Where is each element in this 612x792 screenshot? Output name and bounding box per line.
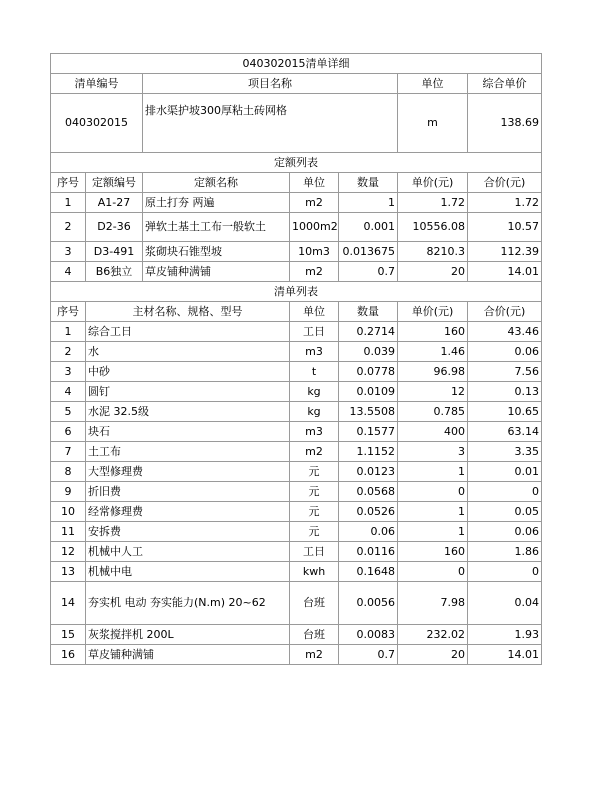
quota-price: 20 [398, 262, 468, 282]
material-no: 13 [51, 562, 86, 582]
material-total: 0.04 [468, 582, 542, 625]
material-price: 1.46 [398, 342, 468, 362]
material-unit: 台班 [290, 582, 339, 625]
material-name: 土工布 [86, 442, 290, 462]
col-bill-code: 清单编号 [51, 74, 143, 94]
materials-col-qty: 数量 [339, 302, 398, 322]
material-unit: t [290, 362, 339, 382]
material-name: 机械中电 [86, 562, 290, 582]
material-row [51, 482, 542, 502]
material-price: 160 [398, 322, 468, 342]
material-name: 圆钉 [86, 382, 290, 402]
material-price: 0 [398, 562, 468, 582]
quota-unit: 1000m2 [290, 213, 339, 242]
materials-col-price: 单价(元) [398, 302, 468, 322]
material-total: 43.46 [468, 322, 542, 342]
col-unit-price: 综合单价 [468, 74, 542, 94]
material-price: 160 [398, 542, 468, 562]
material-name: 中砂 [86, 362, 290, 382]
bill-price: 138.69 [468, 94, 542, 153]
material-qty: 0.1577 [339, 422, 398, 442]
quota-code: D3-491 [86, 242, 143, 262]
quota-total: 112.39 [468, 242, 542, 262]
material-qty: 0.7 [339, 645, 398, 665]
quota-total: 10.57 [468, 213, 542, 242]
material-unit: m2 [290, 442, 339, 462]
material-price: 3 [398, 442, 468, 462]
material-price: 96.98 [398, 362, 468, 382]
material-price: 0 [398, 482, 468, 502]
materials-section-row [51, 282, 542, 302]
material-qty: 0.0778 [339, 362, 398, 382]
material-total: 10.65 [468, 402, 542, 422]
material-name: 水 [86, 342, 290, 362]
material-row [51, 582, 542, 625]
material-no: 4 [51, 382, 86, 402]
material-price: 20 [398, 645, 468, 665]
quota-qty: 0.001 [339, 213, 398, 242]
bill-unit: m [398, 94, 468, 153]
material-row [51, 362, 542, 382]
quota-code: A1-27 [86, 193, 143, 213]
material-qty: 0.039 [339, 342, 398, 362]
material-total: 7.56 [468, 362, 542, 382]
material-total: 3.35 [468, 442, 542, 462]
quota-section-title: 定额列表 [51, 153, 542, 173]
quota-no: 3 [51, 242, 86, 262]
material-unit: kg [290, 402, 339, 422]
material-row [51, 645, 542, 665]
materials-header-row [51, 302, 542, 322]
material-qty: 0.0056 [339, 582, 398, 625]
quota-col-unit: 单位 [290, 173, 339, 193]
quota-code: D2-36 [86, 213, 143, 242]
material-name: 水泥 32.5级 [86, 402, 290, 422]
material-name: 折旧费 [86, 482, 290, 502]
material-qty: 0.1648 [339, 562, 398, 582]
material-qty: 0.2714 [339, 322, 398, 342]
materials-col-name: 主材名称、规格、型号 [86, 302, 290, 322]
table-title: 040302015清单详细 [51, 54, 542, 74]
quota-name: 草皮铺种满铺 [143, 262, 290, 282]
materials-col-no: 序号 [51, 302, 86, 322]
material-no: 11 [51, 522, 86, 542]
quota-col-code: 定额编号 [86, 173, 143, 193]
material-price: 1 [398, 522, 468, 542]
material-total: 0.05 [468, 502, 542, 522]
quota-row [51, 193, 542, 213]
quota-no: 2 [51, 213, 86, 242]
material-row [51, 422, 542, 442]
material-row [51, 402, 542, 422]
material-unit: m3 [290, 342, 339, 362]
material-qty: 0.0109 [339, 382, 398, 402]
material-total: 0 [468, 562, 542, 582]
table-body [51, 54, 542, 665]
material-row [51, 442, 542, 462]
material-no: 8 [51, 462, 86, 482]
quota-no: 1 [51, 193, 86, 213]
bill-code: 040302015 [51, 94, 143, 153]
material-row [51, 502, 542, 522]
col-item-name: 项目名称 [143, 74, 398, 94]
material-name: 综合工日 [86, 322, 290, 342]
material-name: 安拆费 [86, 522, 290, 542]
material-unit: 元 [290, 522, 339, 542]
material-qty: 0.0083 [339, 625, 398, 645]
bill-row [51, 94, 542, 153]
material-price: 7.98 [398, 582, 468, 625]
quota-price: 8210.3 [398, 242, 468, 262]
material-price: 232.02 [398, 625, 468, 645]
material-price: 1 [398, 502, 468, 522]
material-price: 400 [398, 422, 468, 442]
quota-total: 14.01 [468, 262, 542, 282]
quota-unit: m2 [290, 262, 339, 282]
material-unit: kwh [290, 562, 339, 582]
material-qty: 0.0526 [339, 502, 398, 522]
material-row [51, 625, 542, 645]
materials-col-unit: 单位 [290, 302, 339, 322]
bill-name: 排水渠护坡300厚粘土砖网格 [143, 94, 398, 153]
material-row [51, 322, 542, 342]
material-no: 15 [51, 625, 86, 645]
material-price: 0.785 [398, 402, 468, 422]
material-no: 6 [51, 422, 86, 442]
material-no: 12 [51, 542, 86, 562]
material-name: 块石 [86, 422, 290, 442]
material-name: 灰浆搅拌机 200L [86, 625, 290, 645]
material-no: 10 [51, 502, 86, 522]
material-no: 14 [51, 582, 86, 625]
material-unit: kg [290, 382, 339, 402]
bill-detail-table [50, 53, 542, 665]
material-row [51, 462, 542, 482]
material-name: 经常修理费 [86, 502, 290, 522]
material-unit: 工日 [290, 542, 339, 562]
material-qty: 0.06 [339, 522, 398, 542]
material-price: 1 [398, 462, 468, 482]
material-price: 12 [398, 382, 468, 402]
material-no: 16 [51, 645, 86, 665]
material-name: 大型修理费 [86, 462, 290, 482]
material-unit: 工日 [290, 322, 339, 342]
material-qty: 0.0123 [339, 462, 398, 482]
material-total: 0.06 [468, 342, 542, 362]
title-row [51, 54, 542, 74]
material-row [51, 342, 542, 362]
materials-section-title: 清单列表 [51, 282, 542, 302]
material-total: 1.86 [468, 542, 542, 562]
material-row [51, 382, 542, 402]
material-total: 0.06 [468, 522, 542, 542]
material-no: 5 [51, 402, 86, 422]
material-qty: 13.5508 [339, 402, 398, 422]
material-total: 0.13 [468, 382, 542, 402]
material-total: 14.01 [468, 645, 542, 665]
quota-unit: m2 [290, 193, 339, 213]
col-unit: 单位 [398, 74, 468, 94]
quota-col-total: 合价(元) [468, 173, 542, 193]
material-unit: m3 [290, 422, 339, 442]
material-unit: 元 [290, 502, 339, 522]
material-row [51, 522, 542, 542]
material-unit: 台班 [290, 625, 339, 645]
material-total: 63.14 [468, 422, 542, 442]
quota-price: 1.72 [398, 193, 468, 213]
material-qty: 1.1152 [339, 442, 398, 462]
material-qty: 0.0116 [339, 542, 398, 562]
material-total: 0 [468, 482, 542, 502]
material-unit: 元 [290, 482, 339, 502]
material-total: 0.01 [468, 462, 542, 482]
material-no: 7 [51, 442, 86, 462]
quota-qty: 0.013675 [339, 242, 398, 262]
material-no: 2 [51, 342, 86, 362]
material-unit: 元 [290, 462, 339, 482]
quota-col-qty: 数量 [339, 173, 398, 193]
quota-header-row [51, 173, 542, 193]
material-total: 1.93 [468, 625, 542, 645]
quota-no: 4 [51, 262, 86, 282]
quota-row [51, 213, 542, 242]
material-row [51, 562, 542, 582]
material-no: 3 [51, 362, 86, 382]
quota-col-no: 序号 [51, 173, 86, 193]
quota-name: 原土打夯 两遍 [143, 193, 290, 213]
material-unit: m2 [290, 645, 339, 665]
quota-col-price: 单价(元) [398, 173, 468, 193]
material-qty: 0.0568 [339, 482, 398, 502]
material-no: 9 [51, 482, 86, 502]
quota-name: 浆砌块石锥型坡 [143, 242, 290, 262]
quota-qty: 1 [339, 193, 398, 213]
material-name: 机械中人工 [86, 542, 290, 562]
material-name: 夯实机 电动 夯实能力(N.m) 20~62 [86, 582, 290, 625]
quota-price: 10556.08 [398, 213, 468, 242]
quota-qty: 0.7 [339, 262, 398, 282]
quota-total: 1.72 [468, 193, 542, 213]
quota-row [51, 242, 542, 262]
quota-section-row [51, 153, 542, 173]
quota-code: B6独立 [86, 262, 143, 282]
quota-unit: 10m3 [290, 242, 339, 262]
material-name: 草皮铺种满铺 [86, 645, 290, 665]
header-row [51, 74, 542, 94]
quota-col-name: 定额名称 [143, 173, 290, 193]
material-no: 1 [51, 322, 86, 342]
quota-name: 弹软土基土工布一般软土 [143, 213, 290, 242]
quota-row [51, 262, 542, 282]
materials-col-total: 合价(元) [468, 302, 542, 322]
material-row [51, 542, 542, 562]
